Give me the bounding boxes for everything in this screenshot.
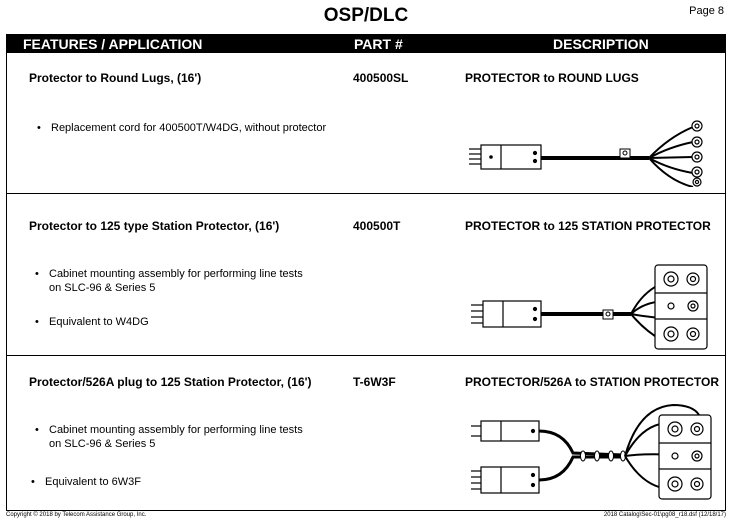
part-number: 400500T bbox=[353, 219, 401, 233]
product-table bbox=[6, 34, 726, 511]
description-title: PROTECTOR/526A to STATION PROTECTOR bbox=[465, 375, 720, 389]
page-number: Page 8 bbox=[689, 5, 724, 17]
526a-plug-icon bbox=[471, 421, 539, 441]
list-item: • Cabinet mounting assembly for performing line tests on SLC-96 & Series 5 bbox=[35, 424, 303, 450]
list-item: • Replacement cord for 400500T/W4DG, without protector bbox=[37, 122, 327, 134]
header-features: FEATURES / APPLICATION bbox=[23, 36, 203, 52]
description-title: PROTECTOR to 125 STATION PROTECTOR bbox=[465, 219, 711, 233]
table-row bbox=[7, 53, 725, 194]
protector-plug-icon bbox=[469, 145, 541, 169]
station-protector-icon bbox=[655, 265, 707, 349]
feature-title: Protector to Round Lugs, (16') bbox=[29, 71, 202, 85]
protector-plug-icon bbox=[471, 301, 541, 327]
file-reference: 2018 Catalog\Sec-01\pg08_r18.dsf (12/18/17) bbox=[603, 512, 726, 518]
round-lug-cable-diagram bbox=[463, 103, 711, 187]
table-row bbox=[7, 195, 725, 356]
list-item: • Equivalent to 6W3F bbox=[31, 476, 141, 488]
round-lug-icon bbox=[692, 121, 702, 186]
feature-title: Protector/526A plug to 125 Station Protector, (16') bbox=[29, 375, 312, 389]
feature-title: Protector to 125 type Station Protector, (16') bbox=[29, 219, 280, 233]
page-title: OSP/DLC bbox=[323, 5, 409, 26]
part-number: T-6W3F bbox=[353, 375, 396, 389]
part-number: 400500SL bbox=[353, 71, 409, 85]
station-protector-icon bbox=[659, 415, 711, 499]
protector-plug-icon bbox=[471, 467, 539, 493]
station-protector-cable-diagram bbox=[463, 261, 713, 353]
table-row bbox=[7, 357, 725, 511]
list-item: • Equivalent to W4DG bbox=[35, 316, 149, 328]
table-header bbox=[7, 35, 725, 53]
description-title: PROTECTOR to ROUND LUGS bbox=[465, 71, 639, 85]
cable-clip-icon bbox=[620, 149, 630, 158]
header-part: PART # bbox=[354, 36, 403, 52]
copyright-text: Copyright © 2018 by Telecom Assistance Group, Inc. bbox=[6, 512, 147, 518]
526a-station-protector-cable-diagram bbox=[463, 397, 715, 509]
cable-clip-icon bbox=[603, 310, 613, 319]
list-item: • Cabinet mounting assembly for performing line tests on SLC-96 & Series 5 bbox=[35, 268, 303, 294]
header-description: DESCRIPTION bbox=[553, 36, 649, 52]
